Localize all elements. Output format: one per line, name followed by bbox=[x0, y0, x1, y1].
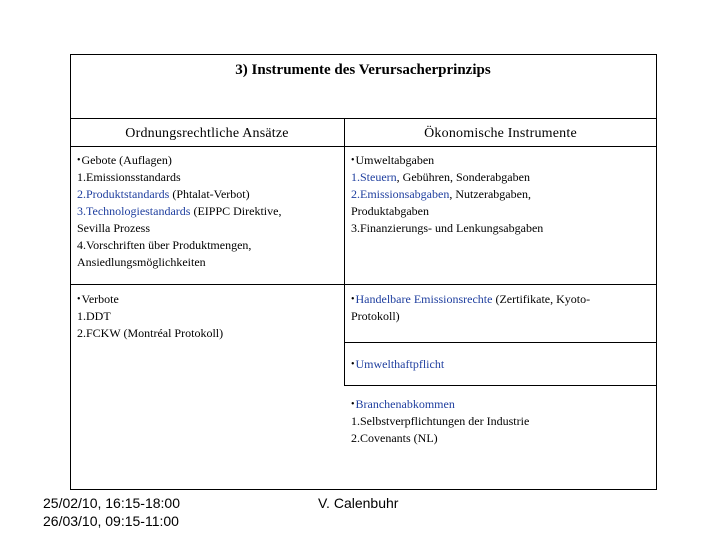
umweltabgaben-item-1-rest: , Gebühren, Sonderabgaben bbox=[396, 170, 530, 184]
umweltabgaben-item-2-rest: , Nutzerabgaben, bbox=[449, 187, 531, 201]
cell-umwelthaftpflicht bbox=[351, 356, 444, 373]
umweltabgaben-item-1-link: 1.Steuern bbox=[351, 170, 397, 184]
emissionsrechte-cont: Protokoll) bbox=[351, 309, 400, 323]
column-header-left: Ordnungsrechtliche Ansätze bbox=[125, 126, 289, 141]
umweltabgaben-item-2-link: 2.Emissionsabgaben bbox=[351, 187, 450, 201]
footer-dates bbox=[43, 494, 180, 530]
gebote-item-4-cont: Ansiedlungsmöglichkeiten bbox=[77, 255, 206, 269]
bullet-icon: • bbox=[77, 294, 81, 305]
emissionsrechte-heading-link: Handelbare Emissionsrechte bbox=[355, 292, 493, 306]
column-header-right: Ökonomische Instrumente bbox=[424, 126, 577, 141]
row3-divider bbox=[344, 385, 657, 386]
cell-verbote bbox=[77, 291, 223, 342]
gebote-item-2-rest: (Phtalat-Verbot) bbox=[169, 187, 250, 201]
umwelthaftpflicht-heading-link: Umwelthaftpflicht bbox=[355, 357, 445, 371]
umweltabgaben-item-2-cont: Produktabgaben bbox=[351, 204, 429, 218]
cell-gebote bbox=[77, 152, 281, 271]
title-divider bbox=[70, 118, 657, 119]
gebote-item-4: 4.Vorschriften über Produktmengen, bbox=[77, 238, 252, 252]
umweltabgaben-heading: Umweltabgaben bbox=[355, 153, 435, 167]
column-divider bbox=[344, 118, 345, 385]
gebote-item-3-link: 3.Technologiestandards bbox=[77, 204, 191, 218]
verbote-heading: Verbote bbox=[81, 292, 119, 306]
footer-date-1: 25/02/10, 16:15-18:00 bbox=[43, 495, 181, 511]
footer-author: V. Calenbuhr bbox=[318, 495, 399, 511]
verbote-item-1: 1.DDT bbox=[77, 309, 111, 323]
bullet-icon: • bbox=[351, 359, 355, 370]
cell-branchenabkommen bbox=[351, 396, 529, 447]
bullet-icon: • bbox=[351, 399, 355, 410]
bullet-icon: • bbox=[351, 155, 355, 166]
header-divider bbox=[70, 146, 657, 147]
row1-divider bbox=[70, 284, 657, 285]
cell-umweltabgaben bbox=[351, 152, 543, 237]
branchenabkommen-heading-link: Branchenabkommen bbox=[355, 397, 455, 411]
branchenabkommen-item-1: 1.Selbstverpflichtungen der Industrie bbox=[351, 414, 530, 428]
gebote-item-1: 1.Emissionsstandards bbox=[77, 170, 181, 184]
bullet-icon: • bbox=[351, 294, 355, 305]
gebote-item-3-rest: (EIPPC Direktive, bbox=[190, 204, 282, 218]
gebote-item-2-link: 2.Produktstandards bbox=[77, 187, 170, 201]
page-title: 3) Instrumente des Verursacherprinzips bbox=[235, 62, 491, 78]
branchenabkommen-item-2: 2.Covenants (NL) bbox=[351, 431, 438, 445]
row2-divider bbox=[344, 342, 657, 343]
gebote-item-3-cont: Sevilla Prozess bbox=[77, 221, 150, 235]
bullet-icon: • bbox=[77, 155, 81, 166]
umweltabgaben-item-3: 3.Finanzierungs- und Lenkungsabgaben bbox=[351, 221, 544, 235]
verbote-item-2: 2.FCKW (Montréal Protokoll) bbox=[77, 326, 224, 340]
footer-date-2: 26/03/10, 09:15-11:00 bbox=[43, 513, 179, 529]
gebote-heading: Gebote (Auflagen) bbox=[81, 153, 172, 167]
emissionsrechte-heading-rest: (Zertifikate, Kyoto- bbox=[492, 292, 591, 306]
cell-emissionsrechte bbox=[351, 291, 590, 325]
